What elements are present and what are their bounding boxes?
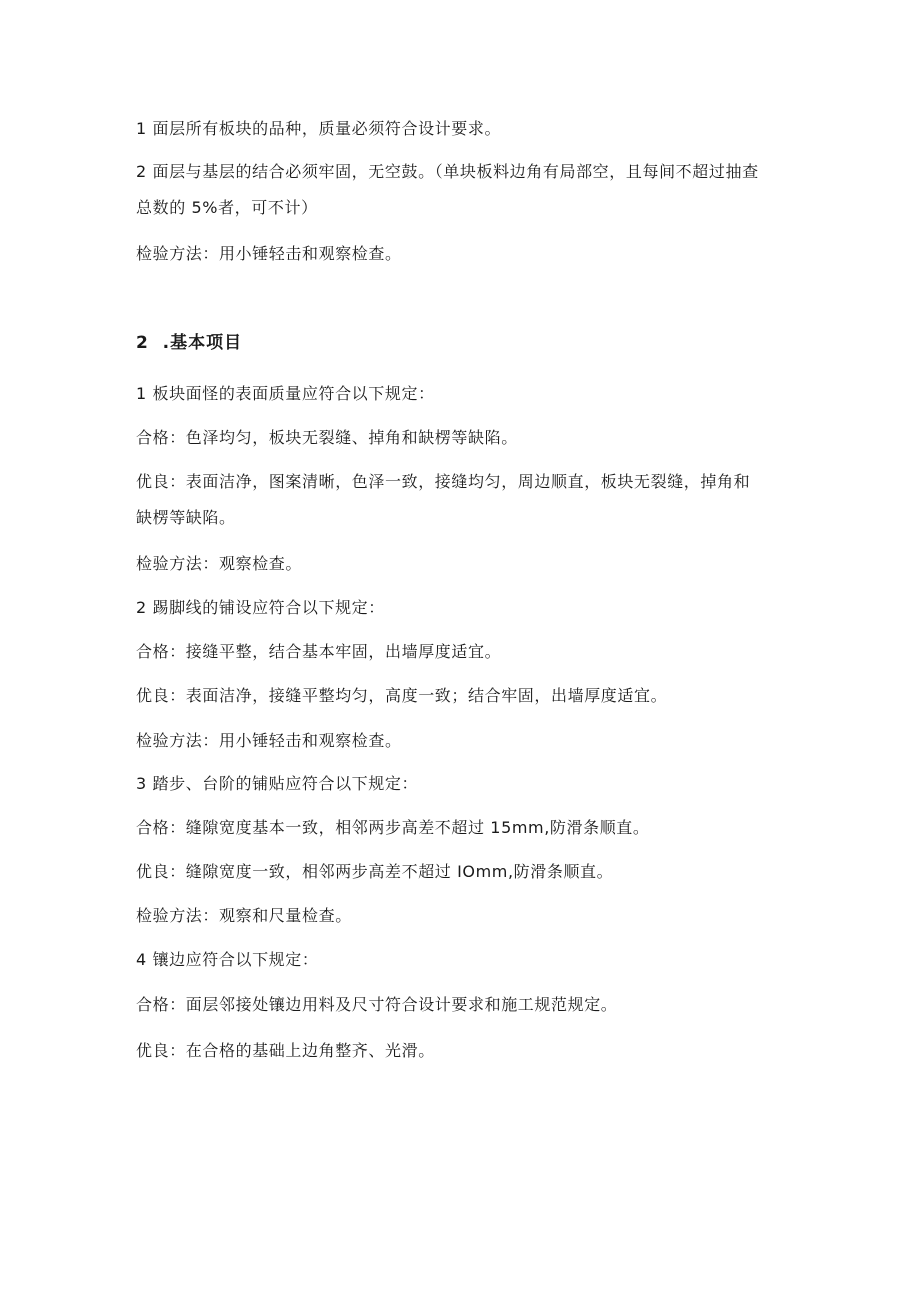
basic-item-3-title: 3 踏步、台阶的铺贴应符合以下规定： [136,774,419,793]
basic-item-3-method: 检验方法：观察和尺量检查。 [136,906,352,925]
basic-item-1-method: 检验方法：观察检查。 [136,554,303,573]
basic-item-3-pass: 合格：缝隙宽度基本一致，相邻两步高差不超过 15mm,防滑条顺直。 [136,818,650,837]
main-item-1: 1 面层所有板块的品种，质量必须符合设计要求。 [136,119,502,138]
basic-item-4-title: 4 镶边应符合以下规定： [136,950,319,969]
basic-item-4-good: 优良：在合格的基础上边角整齐、光滑。 [136,1041,435,1060]
basic-item-3-good: 优良：缝隙宽度一致，相邻两步高差不超过 IOmm,防滑条顺直。 [136,862,614,881]
basic-item-2-good: 优良：表面洁净，接缝平整均匀，高度一致；结合牢固，出墙厚度适宜。 [136,686,668,705]
basic-item-4-pass: 合格：面层邻接处镶边用料及尺寸符合设计要求和施工规范规定。 [136,995,618,1014]
basic-item-1-good-line-1: 优良：表面洁净，图案清晰，色泽一致，接缝均匀，周边顺直，板块无裂缝，掉角和 [136,472,751,491]
basic-item-2-method: 检验方法：用小锤轻击和观察检查。 [136,731,402,750]
section-heading-basic-items: 2 .基本项目 [136,333,243,353]
basic-item-1-good-line-2: 缺楞等缺陷。 [136,508,236,527]
basic-item-1-pass: 合格：色泽均匀，板块无裂缝、掉角和缺楞等缺陷。 [136,428,518,447]
basic-item-1-title: 1 板块面怪的表面质量应符合以下规定： [136,384,435,403]
basic-item-2-pass: 合格：接缝平整，结合基本牢固，出墙厚度适宜。 [136,642,502,661]
main-item-2-line-1: 2 面层与基层的结合必须牢固，无空鼓。（单块板料边角有局部空，且每间不超过抽查 [136,162,759,181]
main-item-method: 检验方法：用小锤轻击和观察检查。 [136,244,402,263]
basic-item-2-title: 2 踢脚线的铺设应符合以下规定： [136,598,385,617]
main-item-2-line-2: 总数的 5%者，可不计） [136,198,318,217]
